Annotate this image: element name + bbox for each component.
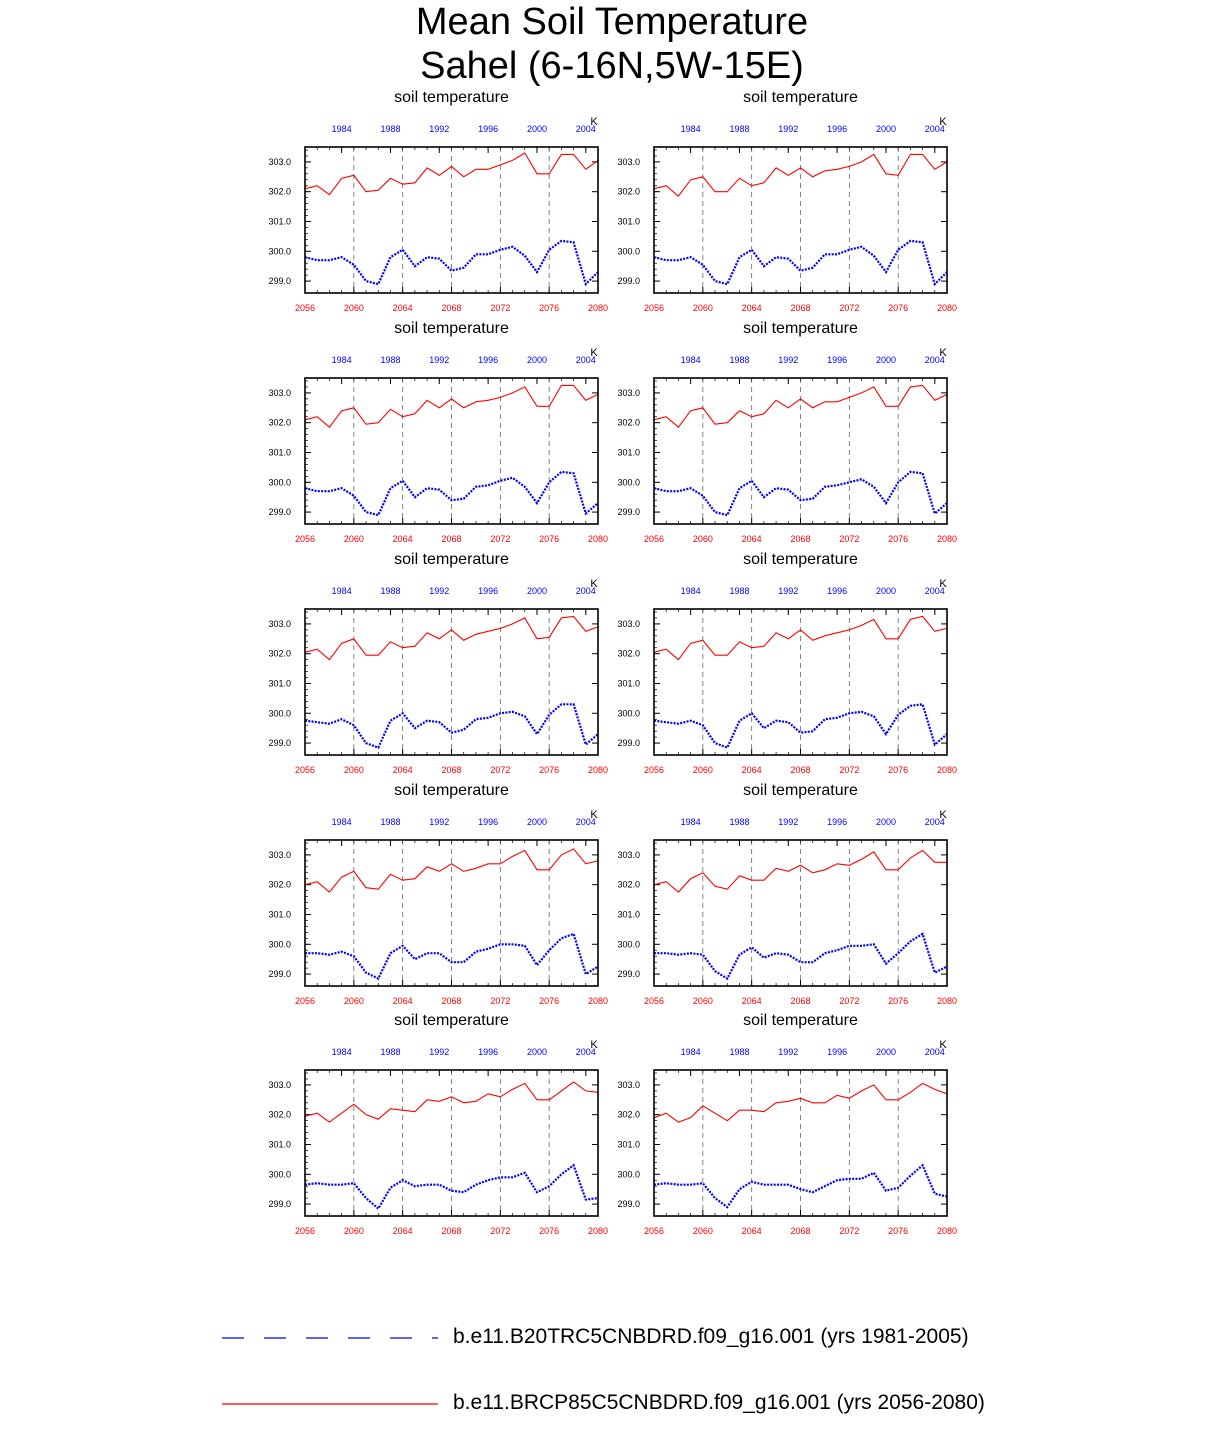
- y-tick-label: 300.0: [268, 708, 291, 719]
- y-tick-label: 301.0: [617, 447, 640, 458]
- x-tick-label: 2076: [539, 1226, 560, 1236]
- x-tick-label: 2076: [539, 765, 560, 775]
- units-label: K: [939, 809, 947, 821]
- y-tick-label: 302.0: [617, 417, 640, 428]
- panel-title: soil temperature: [743, 89, 858, 106]
- panel-3: [268, 320, 608, 544]
- panel-5: [268, 551, 608, 775]
- x-tick-label: 2068: [441, 765, 462, 775]
- top-tick-label: 1984: [331, 586, 352, 596]
- y-tick-label: 303.0: [268, 1079, 291, 1090]
- y-tick-label: 303.0: [268, 156, 291, 167]
- x-tick-label: 2064: [392, 996, 413, 1006]
- x-tick-label: 2056: [643, 765, 665, 775]
- y-tick-label: 300.0: [268, 246, 291, 257]
- x-tick-label: 2068: [790, 303, 811, 313]
- x-tick-label: 2068: [441, 996, 462, 1006]
- top-tick-label: 1992: [778, 586, 799, 596]
- x-tick-label: 2068: [790, 1226, 811, 1236]
- y-tick-label: 302.0: [268, 186, 291, 197]
- top-tick-label: 1984: [680, 586, 701, 596]
- top-tick-label: 1992: [429, 817, 450, 827]
- y-tick-label: 303.0: [617, 618, 640, 629]
- x-tick-label: 2060: [343, 303, 364, 313]
- x-tick-label: 2072: [490, 534, 511, 544]
- x-tick-label: 2076: [539, 996, 560, 1006]
- legend-label-future: b.e11.BRCP85C5CNBDRD.f09_g16.001 (yrs 2056-2080): [453, 1391, 985, 1414]
- y-tick-label: 299.0: [268, 969, 291, 980]
- x-tick-label: 2076: [888, 534, 909, 544]
- x-tick-label: 2072: [490, 765, 511, 775]
- top-tick-label: 1996: [478, 586, 499, 596]
- top-tick-label: 1988: [380, 124, 401, 134]
- x-tick-label: 2080: [587, 996, 609, 1006]
- panel-2: [617, 89, 957, 313]
- top-tick-label: 1992: [778, 355, 799, 365]
- top-tick-label: 1988: [729, 355, 750, 365]
- top-tick-label: 2004: [924, 124, 945, 134]
- panel-title: soil temperature: [394, 551, 509, 568]
- x-tick-label: 2076: [539, 303, 560, 313]
- y-tick-label: 301.0: [617, 909, 640, 920]
- top-tick-label: 1996: [478, 1047, 499, 1057]
- units-label: K: [939, 1039, 947, 1051]
- y-tick-label: 301.0: [268, 216, 291, 227]
- y-tick-label: 300.0: [617, 1169, 640, 1180]
- y-tick-label: 303.0: [268, 849, 291, 860]
- top-tick-label: 1988: [380, 355, 401, 365]
- y-tick-label: 300.0: [268, 939, 291, 950]
- panel-9: [268, 1012, 608, 1236]
- x-tick-label: 2056: [643, 534, 665, 544]
- top-tick-label: 2004: [575, 124, 596, 134]
- y-tick-label: 300.0: [617, 708, 640, 719]
- chart-title-line-2: Sahel (6-16N,5W-15E): [420, 45, 804, 87]
- x-tick-label: 2072: [490, 303, 511, 313]
- y-tick-label: 301.0: [617, 1139, 640, 1150]
- panel-6: [617, 551, 957, 775]
- top-tick-label: 1984: [680, 124, 701, 134]
- y-tick-label: 300.0: [268, 477, 291, 488]
- panel-title: soil temperature: [743, 1012, 858, 1029]
- panel-title: soil temperature: [743, 320, 858, 337]
- y-tick-label: 299.0: [268, 276, 291, 287]
- top-tick-label: 1988: [729, 1047, 750, 1057]
- y-tick-label: 302.0: [617, 186, 640, 197]
- top-tick-label: 1984: [331, 124, 352, 134]
- y-tick-label: 301.0: [268, 1139, 291, 1150]
- y-tick-label: 300.0: [268, 1169, 291, 1180]
- y-tick-label: 302.0: [268, 1109, 291, 1120]
- top-tick-label: 2000: [875, 817, 896, 827]
- units-label: K: [590, 578, 598, 590]
- top-tick-label: 2000: [526, 817, 547, 827]
- top-tick-label: 1996: [827, 817, 848, 827]
- units-label: K: [590, 347, 598, 359]
- y-tick-label: 303.0: [617, 387, 640, 398]
- top-tick-label: 2000: [526, 124, 547, 134]
- panel-title: soil temperature: [743, 782, 858, 799]
- x-tick-label: 2064: [392, 765, 413, 775]
- x-tick-label: 2080: [936, 765, 958, 775]
- top-tick-label: 1988: [729, 586, 750, 596]
- top-tick-label: 2004: [575, 1047, 596, 1057]
- x-tick-label: 2076: [888, 996, 909, 1006]
- top-tick-label: 1984: [331, 355, 352, 365]
- x-tick-label: 2080: [936, 534, 958, 544]
- top-tick-label: 2004: [924, 817, 945, 827]
- x-tick-label: 2064: [741, 1226, 762, 1236]
- x-tick-label: 2080: [936, 996, 958, 1006]
- y-tick-label: 302.0: [617, 648, 640, 659]
- x-tick-label: 2064: [741, 996, 762, 1006]
- top-tick-label: 2000: [526, 355, 547, 365]
- top-tick-label: 1992: [778, 124, 799, 134]
- x-tick-label: 2056: [294, 765, 316, 775]
- top-tick-label: 1992: [778, 1047, 799, 1057]
- top-tick-label: 2004: [924, 1047, 945, 1057]
- top-tick-label: 2004: [575, 586, 596, 596]
- top-tick-label: 1984: [680, 1047, 701, 1057]
- y-tick-label: 301.0: [268, 909, 291, 920]
- panel-title: soil temperature: [394, 89, 509, 106]
- top-tick-label: 1984: [331, 817, 352, 827]
- top-tick-label: 1984: [680, 355, 701, 365]
- x-tick-label: 2076: [888, 303, 909, 313]
- x-tick-label: 2080: [587, 765, 609, 775]
- top-tick-label: 2004: [924, 586, 945, 596]
- units-label: K: [590, 116, 598, 128]
- x-tick-label: 2064: [741, 303, 762, 313]
- legend-label-historical: b.e11.B20TRC5CNBDRD.f09_g16.001 (yrs 1981-2005): [453, 1325, 969, 1348]
- y-tick-label: 303.0: [617, 156, 640, 167]
- x-tick-label: 2056: [643, 303, 665, 313]
- top-tick-label: 1988: [380, 1047, 401, 1057]
- top-tick-label: 1984: [680, 817, 701, 827]
- top-tick-label: 2000: [875, 586, 896, 596]
- top-tick-label: 1988: [380, 817, 401, 827]
- y-tick-label: 302.0: [268, 879, 291, 890]
- x-tick-label: 2064: [392, 303, 413, 313]
- top-tick-label: 2000: [526, 586, 547, 596]
- top-tick-label: 1992: [429, 124, 450, 134]
- top-tick-label: 2000: [526, 1047, 547, 1057]
- x-tick-label: 2064: [392, 534, 413, 544]
- x-tick-label: 2060: [343, 1226, 364, 1236]
- top-tick-label: 1996: [478, 124, 499, 134]
- x-tick-label: 2064: [392, 1226, 413, 1236]
- top-tick-label: 2000: [875, 1047, 896, 1057]
- panel-title: soil temperature: [394, 320, 509, 337]
- x-tick-label: 2072: [839, 1226, 860, 1236]
- y-tick-label: 301.0: [617, 678, 640, 689]
- units-label: K: [939, 116, 947, 128]
- panel-4: [617, 320, 957, 544]
- y-tick-label: 299.0: [268, 1199, 291, 1210]
- top-tick-label: 2004: [575, 355, 596, 365]
- x-tick-label: 2060: [692, 303, 713, 313]
- x-tick-label: 2076: [888, 765, 909, 775]
- y-tick-label: 301.0: [268, 678, 291, 689]
- y-tick-label: 301.0: [268, 447, 291, 458]
- x-tick-label: 2072: [839, 996, 860, 1006]
- x-tick-label: 2060: [692, 534, 713, 544]
- y-tick-label: 300.0: [617, 939, 640, 950]
- x-tick-label: 2060: [692, 996, 713, 1006]
- x-tick-label: 2060: [343, 996, 364, 1006]
- units-label: K: [939, 347, 947, 359]
- y-tick-label: 299.0: [617, 1199, 640, 1210]
- top-tick-label: 1996: [827, 355, 848, 365]
- panel-7: [268, 782, 608, 1006]
- panel-10: [617, 1012, 957, 1236]
- y-tick-label: 300.0: [617, 246, 640, 257]
- y-tick-label: 301.0: [617, 216, 640, 227]
- panel-title: soil temperature: [394, 1012, 509, 1029]
- panel-title: soil temperature: [394, 782, 509, 799]
- x-tick-label: 2068: [441, 534, 462, 544]
- y-tick-label: 299.0: [268, 507, 291, 518]
- x-tick-label: 2076: [888, 1226, 909, 1236]
- x-tick-label: 2060: [692, 765, 713, 775]
- top-tick-label: 1988: [380, 586, 401, 596]
- panel-title: soil temperature: [743, 551, 858, 568]
- x-tick-label: 2072: [490, 1226, 511, 1236]
- top-tick-label: 1988: [729, 817, 750, 827]
- y-tick-label: 299.0: [617, 738, 640, 749]
- top-tick-label: 1992: [778, 817, 799, 827]
- panel-1: [268, 89, 608, 313]
- x-tick-label: 2056: [294, 534, 316, 544]
- panel-8: [617, 782, 957, 1006]
- x-tick-label: 2080: [936, 1226, 958, 1236]
- y-tick-label: 302.0: [268, 648, 291, 659]
- units-label: K: [590, 809, 598, 821]
- x-tick-label: 2072: [839, 534, 860, 544]
- top-tick-label: 1996: [478, 817, 499, 827]
- top-tick-label: 1988: [729, 124, 750, 134]
- y-tick-label: 303.0: [268, 387, 291, 398]
- top-tick-label: 2000: [875, 124, 896, 134]
- y-tick-label: 302.0: [268, 417, 291, 428]
- x-tick-label: 2068: [441, 303, 462, 313]
- x-tick-label: 2060: [692, 1226, 713, 1236]
- x-tick-label: 2080: [587, 534, 609, 544]
- x-tick-label: 2072: [490, 996, 511, 1006]
- x-tick-label: 2056: [294, 1226, 316, 1236]
- x-tick-label: 2080: [936, 303, 958, 313]
- units-label: K: [939, 578, 947, 590]
- x-tick-label: 2068: [441, 1226, 462, 1236]
- top-tick-label: 1996: [478, 355, 499, 365]
- x-tick-label: 2056: [643, 1226, 665, 1236]
- top-tick-label: 1992: [429, 1047, 450, 1057]
- x-tick-label: 2060: [343, 765, 364, 775]
- x-tick-label: 2064: [741, 534, 762, 544]
- top-tick-label: 1984: [331, 1047, 352, 1057]
- x-tick-label: 2080: [587, 1226, 609, 1236]
- top-tick-label: 2004: [575, 817, 596, 827]
- x-tick-label: 2072: [839, 303, 860, 313]
- top-tick-label: 1992: [429, 586, 450, 596]
- y-tick-label: 300.0: [617, 477, 640, 488]
- top-tick-label: 2004: [924, 355, 945, 365]
- y-tick-label: 299.0: [268, 738, 291, 749]
- x-tick-label: 2056: [294, 303, 316, 313]
- x-tick-label: 2068: [790, 534, 811, 544]
- x-tick-label: 2064: [741, 765, 762, 775]
- x-tick-label: 2060: [343, 534, 364, 544]
- y-tick-label: 299.0: [617, 507, 640, 518]
- top-tick-label: 1996: [827, 586, 848, 596]
- top-tick-label: 2000: [875, 355, 896, 365]
- y-tick-label: 299.0: [617, 969, 640, 980]
- y-tick-label: 302.0: [617, 1109, 640, 1120]
- x-tick-label: 2072: [839, 765, 860, 775]
- top-tick-label: 1996: [827, 124, 848, 134]
- units-label: K: [590, 1039, 598, 1051]
- x-tick-label: 2068: [790, 765, 811, 775]
- x-tick-label: 2056: [294, 996, 316, 1006]
- y-tick-label: 299.0: [617, 276, 640, 287]
- y-tick-label: 302.0: [617, 879, 640, 890]
- chart-title-line-1: Mean Soil Temperature: [415, 1, 809, 43]
- top-tick-label: 1996: [827, 1047, 848, 1057]
- x-tick-label: 2068: [790, 996, 811, 1006]
- y-tick-label: 303.0: [268, 618, 291, 629]
- x-tick-label: 2076: [539, 534, 560, 544]
- x-tick-label: 2056: [643, 996, 665, 1006]
- y-tick-label: 303.0: [617, 849, 640, 860]
- top-tick-label: 1992: [429, 355, 450, 365]
- x-tick-label: 2080: [587, 303, 609, 313]
- y-tick-label: 303.0: [617, 1079, 640, 1090]
